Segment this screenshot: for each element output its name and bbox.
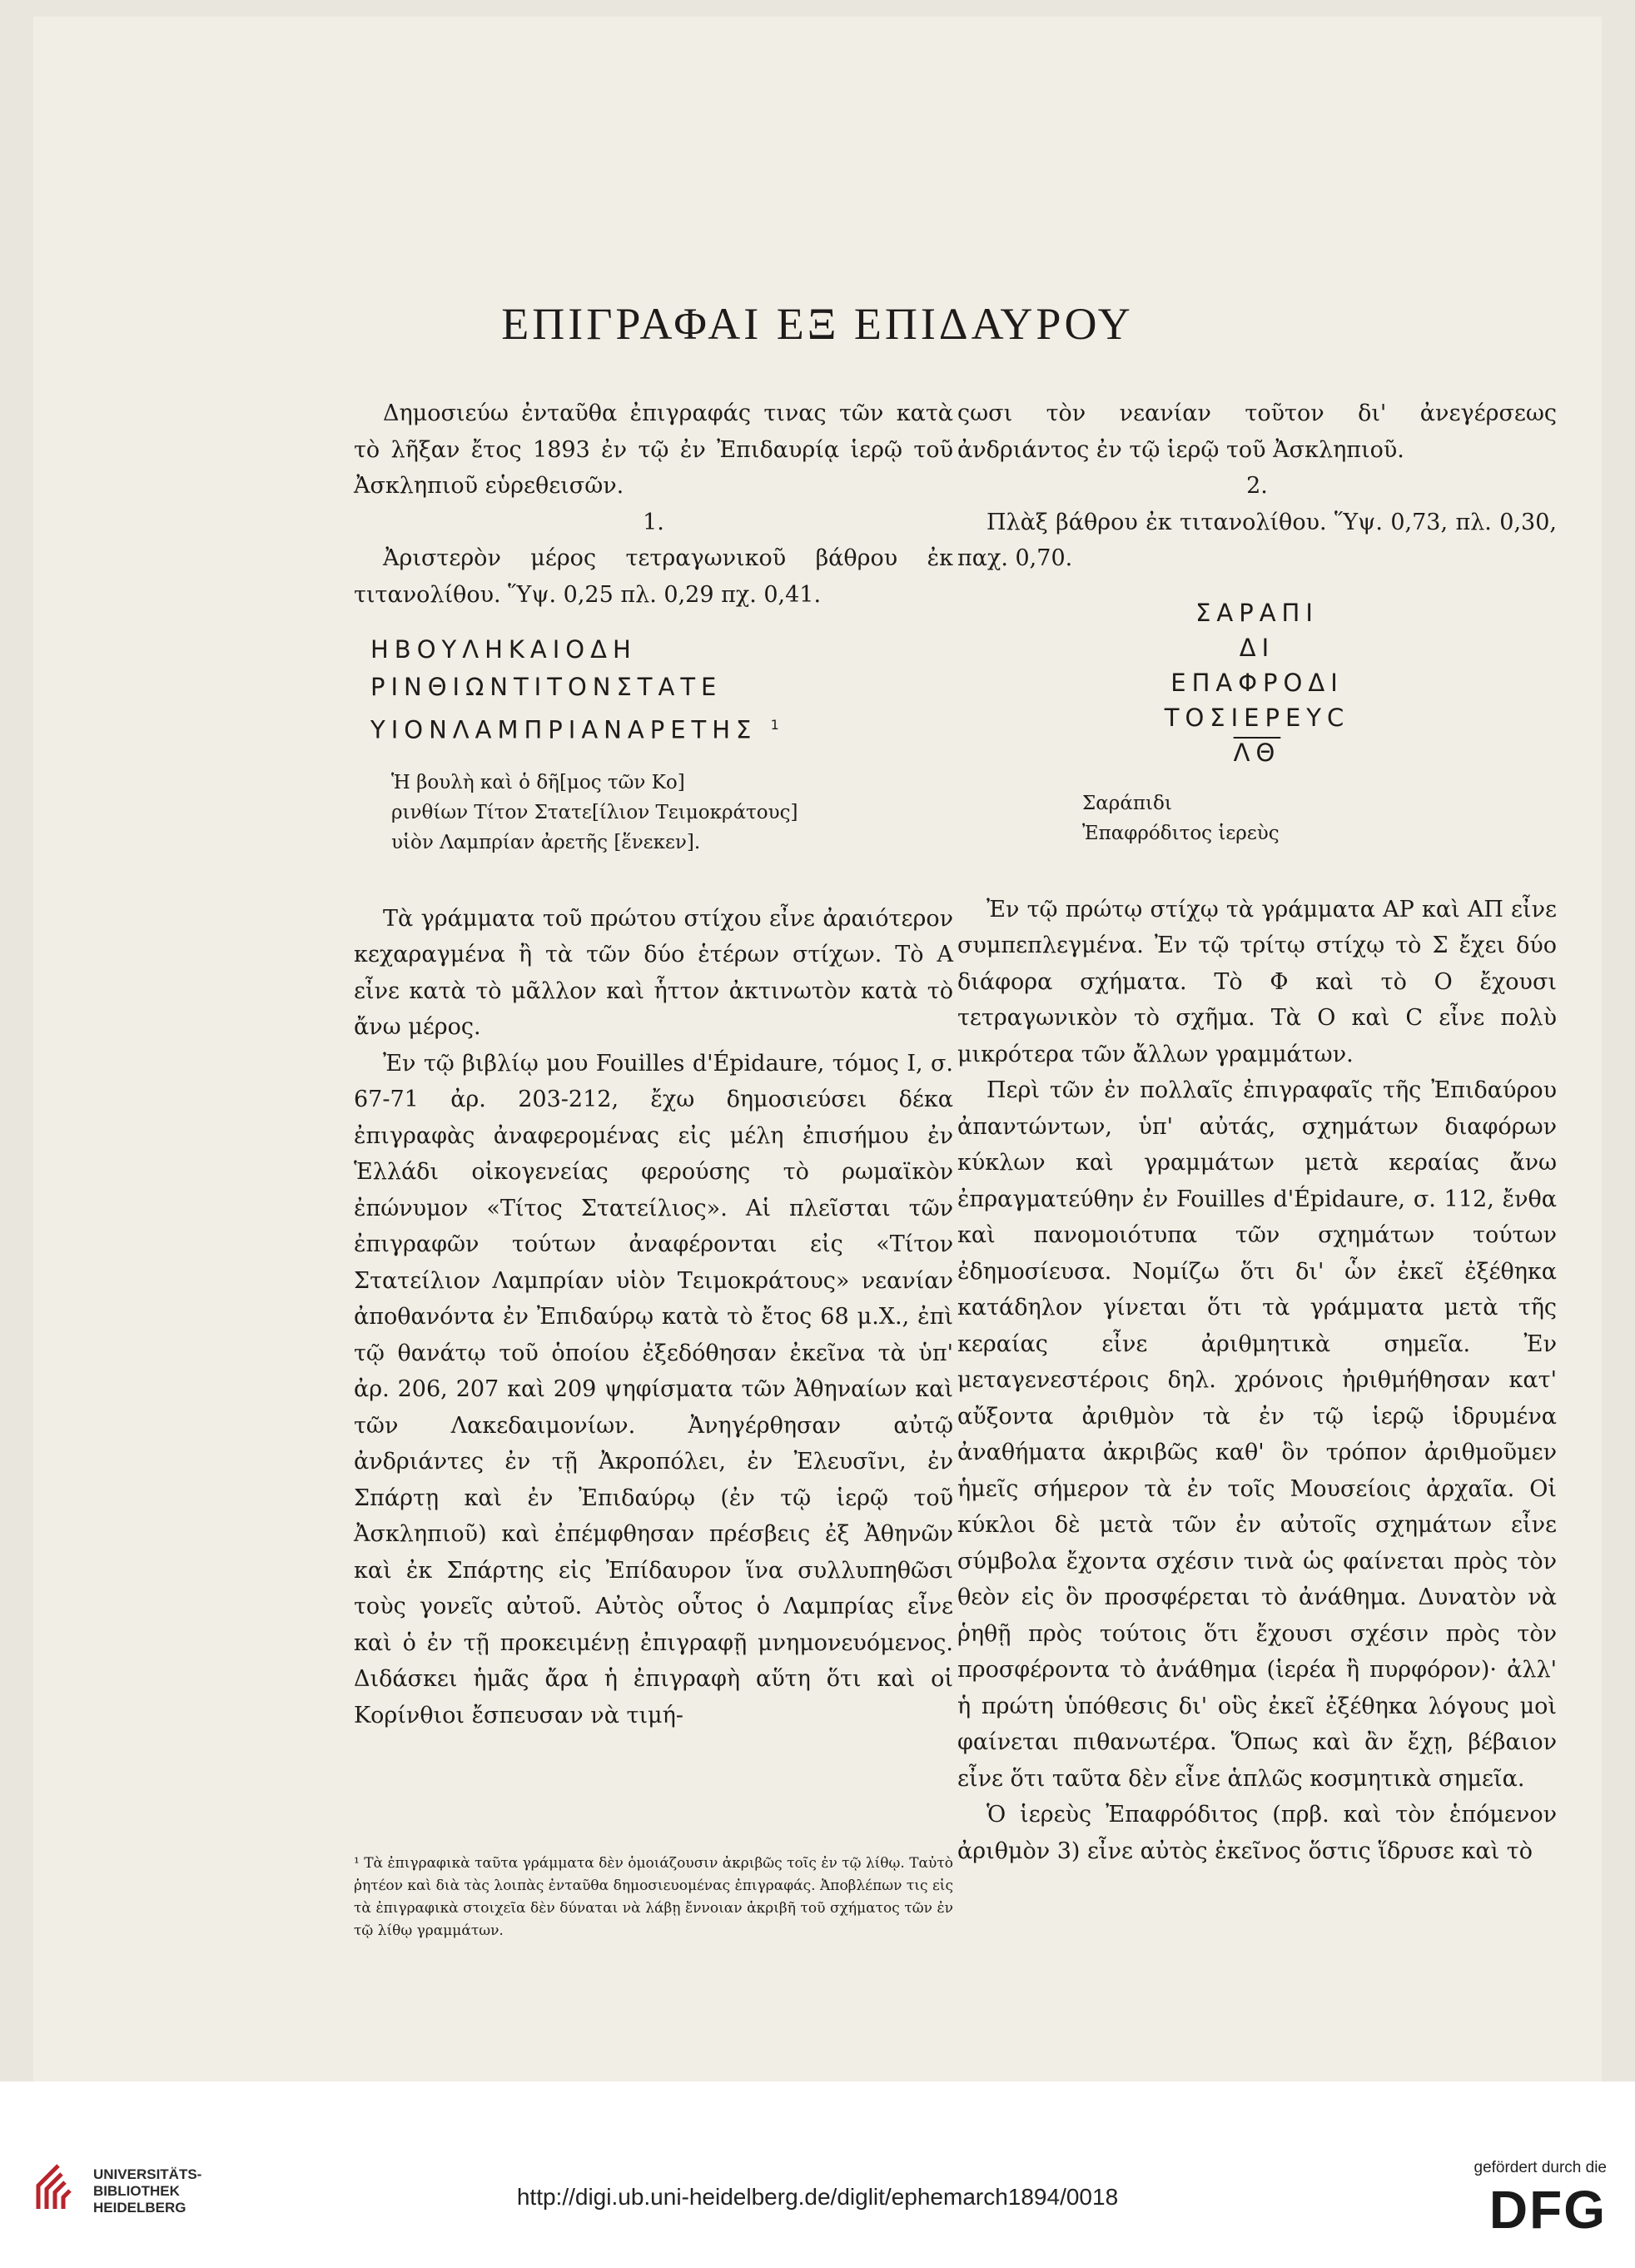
commentary-paragraph-2: Ἐν τῷ βιβλίῳ μου Fouilles d'Épidaure, τόμος I, σ. 67-71 ἀρ. 203-212, ἔχω δημοσιεύσει δέκα ἐπιγραφὰς ἀναφερομένας εἰς μέλη ἐπισήμου ἐν Ἑλλάδι οἰκογενείας φερούσης τὸ ρωμαϊκὸν ἐπώνυμον «Τίτος Στατείλιος». Αἱ πλεῖσται τῶν ἐπιγραφῶν τούτων ἀναφέρονται εἰς «Τίτον Στατείλιον Λαμπρίαν υἱὸν Τειμοκράτους» νεανίαν ἀποθανόντα ἐν Ἐπιδαύρῳ κατὰ τὸ ἔτος 68 μ.Χ., ἐπὶ τῷ θανάτῳ τοῦ ὁποίου ἐξεδόθησαν ἐκεῖνα τὰ ὑπ' ἀρ. 206, 207 καὶ 209 ψηφίσματα τῶν Ἀθηναίων καὶ τῶν Λακεδαιμονίων. Ἀνηγέρθησαν αὐτῷ ἀνδριάντες ἐν τῇ Ἀκροπόλει, ἐν Ἐλευσῖνι, ἐν Σπάρτῃ καὶ ἐν Ἐπιδαύρῳ (ἐν τῷ ἱερῷ τοῦ Ἀσκληπιοῦ) καὶ ἐπέμφθησαν πρέσβεις ἐξ Ἀθηνῶν καὶ ἐκ Σπάρτης εἰς Ἐπίδαυρον ἵνα συλλυπηθῶσι τοὺς γονεῖς αὐτοῦ. Αὐτὸς οὗτος ὁ Λαμπρίας εἶνε καὶ ὁ ἐν τῇ προκειμένῃ ἐπιγραφῇ μνημονευόμενος. Διδάσκει ἡμᾶς ἄρα ἡ ἐπιγραφὴ αὕτη ὅτι καὶ οἱ Κορίνθιοι ἔσπευσαν νὰ τιμή- — [354, 1050, 953, 1728]
funding-caption: gefördert durch die — [1473, 2159, 1607, 2176]
footnote-marker: 1 — [770, 717, 779, 733]
commentary-paragraph-5: Ὁ ἱερεὺς Ἐπαφρόδιτος (πρβ. καὶ τὸν ἑπόμενον ἀριθμὸν 3) εἶνε αὐτὸς ἐκεῖνος ὅστις ἵδρυσε καὶ τὸ — [957, 1802, 1557, 1864]
transcription-1-line-1: Ἡ βουλὴ καὶ ὁ δῆ[μος τῶν Κο] — [391, 771, 685, 793]
commentary-paragraph-3: Ἐν τῷ πρώτῳ στίχῳ τὰ γράμματα ΑΡ καὶ ΑΠ εἶνε συμπεπλεγμένα. Ἐν τῷ τρίτῳ στίχῳ τὸ Σ ἔχει δύο διάφορα σχήματα. Τὸ Φ καὶ τὸ Ο ἔχουσι τετραγωνικὸν τὸ σχῆμα. Τὰ Ο καὶ C εἶνε πολὺ μικρότερα τῶν ἄλλων γραμμάτων. — [957, 896, 1557, 1067]
transcription-1-line-3: υἱὸν Λαμπρίαν ἀρετῆς [ἕνεκεν]. — [391, 831, 701, 853]
inscription-number-2: 2. — [1246, 473, 1268, 499]
commentary-paragraph-1: Τὰ γράμματα τοῦ πρώτου στίχου εἶνε ἀραιότερον κεχαραγμένα ἢ τὰ τῶν δύο ἑτέρων στίχων. Τὸ Α εἶνε κατὰ τὸ μᾶλλον καὶ ἧττον ἀκτινωτὸν κατὰ τὸ ἄνω μέρος. — [354, 905, 953, 1041]
library-name-line-1: UNIVERSITÄTS- — [93, 2166, 202, 2182]
transcription-2-line-1: Σαράπιδι — [1082, 792, 1172, 814]
right-column — [957, 395, 1557, 1869]
left-column — [354, 395, 953, 1733]
inscription-1-line-1: ΗΒΟΥΛΗΚΑΙΟΔΗ — [370, 635, 637, 664]
inscription-number-1: 1. — [643, 509, 664, 535]
continuation-paragraph: ςωσι τὸν νεανίαν τοῦτον δι' ἀνεγέρσεως ἀνδριάντος ἐν τῷ ἱερῷ τοῦ Ἀσκληπιοῦ. — [957, 400, 1557, 463]
digitization-footer — [0, 2081, 1635, 2268]
transcription-2-line-2: Ἐπαφρόδιτος ἱερεὺς — [1082, 822, 1280, 844]
footnote: ¹ Τὰ ἐπιγραφικὰ ταῦτα γράμματα δὲν ὁμοιάζουσιν ἀκριβῶς τοῖς ἐν τῷ λίθῳ. Ταὐτὸ ῥητέον καὶ διὰ τὰς λοιπὰς ἐνταῦθα δημοσιευομένας ἐπιγραφάς. Ἀποβλέπων τις εἰς τὰ ἐπιγραφικὰ στοιχεῖα δὲν δύναται νὰ λάβῃ ἔννοιαν ἀκριβῆ τοῦ σχήματος τῶν ἐν τῷ λίθῳ γραμμάτων. — [354, 1855, 953, 1939]
inscription-1-description: Ἀριστερὸν μέρος τετραγωνικοῦ βάθρου ἐκ τιτανολίθου. Ὕψ. 0,25 πλ. 0,29 πχ. 0,41. — [354, 545, 953, 608]
inscription-2-line-2: ΔΙ — [1239, 633, 1275, 662]
inscription-2-text — [957, 595, 1557, 770]
library-name-line-3: HEIDELBERG — [93, 2200, 186, 2216]
inscription-2-line-5: $\overline{\Lambda\Theta}$ — [1233, 738, 1281, 767]
intro-paragraph: Δημοσιεύω ἐνταῦθα ἐπιγραφάς τινας τῶν κατὰ τὸ λῆξαν ἔτος 1893 ἐν τῷ ἐν Ἐπιδαυρίᾳ ἱερῷ τοῦ Ἀσκληπιοῦ εὑρεθεισῶν. — [354, 400, 953, 499]
transcription-1-line-2: ρινθίων Τίτον Στατε[ίλιον Τειμοκράτους] — [391, 801, 798, 823]
commentary-paragraph-4: Περὶ τῶν ἐν πολλαῖς ἐπιγραφαῖς τῆς Ἐπιδαύρου ἀπαντώντων, ὑπ' αὐτάς, σχημάτων διαφόρων κύκλων καὶ γραμμάτων μετὰ κεραίας ἄνω ἐπραγματεύθην ἐν Fouilles d'Épidaure, σ. 112, ἔνθα καὶ πανομοιότυπα τῶν σχημάτων τούτων ἐδημοσίευσα. Νομίζω ὅτι δι' ὧν ἐκεῖ ἐξέθηκα κατάδηλον γίνεται ὅτι τὰ γράμματα μετὰ τῆς κεραίας εἶνε ἀριθμητικὰ σημεῖα. Ἐν μεταγενεστέροις δηλ. χρόνοις ἠριθμήθησαν κατ' αὔξοντα ἀριθμὸν τὰ ἐν τῷ ἱερῷ ἱδρυμένα ἀναθήματα ἀκριβῶς καθ' ὃν τρόπον ἀριθμοῦμεν ἡμεῖς σήμερον τὰ ἐν τοῖς Μουσείοις ἀρχαῖα. Οἱ κύκλοι δὲ μετὰ τῶν ἐν αὐτοῖς σχημάτων εἶνε σύμβολα ἔχοντα σχέσιν τινὰ ὡς φαίνεται πρὸς τὸν θεὸν εἰς ὃν προσφέρεται τὸ ἀνάθημα. Δυνατὸν νὰ ῥηθῇ πρὸς τούτοις ὅτι ἔχουσι σχέσιν πρὸς τὸν προσφέροντα τὸ ἀνάθημα (ἱερέα ἢ πυρφόρον)· ἀλλ' ἡ πρώτη ὑπόθεσις δι' οὓς ἐκεῖ ἐξέθηκα λόγους μοὶ φαίνεται πιθανωτέρα. Ὅπως καὶ ἂν ἔχῃ, βέβαιον εἶνε ὅτι ταῦτα δὲν εἶνε ἁπλῶς κοσμητικὰ σημεῖα. — [957, 1077, 1557, 1792]
inscription-2-description: Πλὰξ βάθρου ἐκ τιτανολίθου. Ὕψ. 0,73, πλ. 0,30, παχ. 0,70. — [957, 509, 1557, 571]
inscription-1-line-2: ΡΙΝΘΙΩΝΤΙΤΟΝΣΤΑΤΕ — [370, 673, 723, 701]
digital-copy-link[interactable]: http://digi.ub.uni-heidelberg.de/diglit/ephemarch1894/0018 — [516, 2184, 1119, 2210]
inscription-1-line-3-text: ΥΙΟΝΛΑΜΠΡΙΑΝΑΡΕΤΗΣ — [370, 715, 758, 744]
inscription-2-line-4: ΤΟΣΙΕΡΕΥϹ — [1164, 703, 1350, 732]
scanned-page — [33, 17, 1602, 2081]
inscription-2-line-3: ΕΠΑΦΡΟΔΙ — [1170, 668, 1344, 697]
inscription-2-line-1: ΣΑΡΑΠΙ — [1195, 598, 1319, 627]
inscription-1-text — [370, 631, 953, 749]
inscription-2-transcription — [1082, 788, 1557, 848]
dfg-logo: DFG — [1488, 2180, 1607, 2240]
inscription-1-transcription — [391, 768, 953, 858]
library-name-line-2: BIBLIOTHEK — [93, 2183, 180, 2199]
page-title: ΕΠΙΓΡΑΦΑΙ ΕΞ ΕΠΙΔΑΥΡΟΥ — [501, 299, 1134, 349]
inscription-1-line-3 — [370, 706, 953, 749]
